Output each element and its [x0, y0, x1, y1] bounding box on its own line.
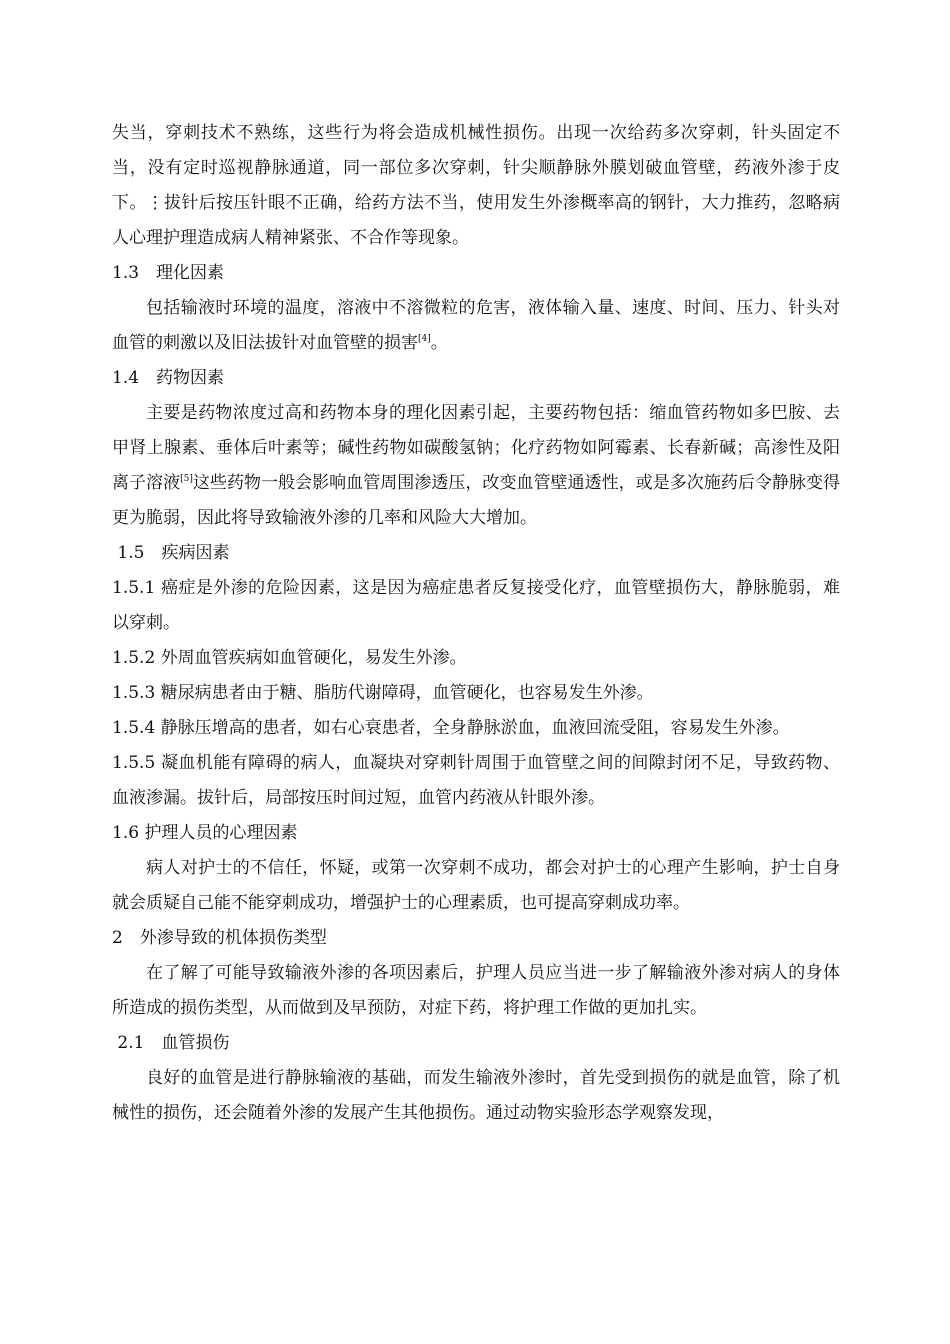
paragraph-text: 包括输液时环境的温度，溶液中不溶微粒的危害，液体输入量、速度、时间、压力、针头对血管的刺激以及旧法拔针对血管壁的损害 [112, 298, 840, 353]
paragraph-vascular-injury: 良好的血管是进行静脉输液的基础，而发生输液外渗时，首先受到损伤的就是血管，除了机械性的损伤，还会随着外渗的发展产生其他损伤。通过动物实验形态学观察发现， [112, 1068, 840, 1123]
subsection-1-5-1: 1.5.1 癌症是外渗的危险因素，这是因为癌症患者反复接受化疗，血管壁损伤大，静脉脆弱，难以穿刺。 [112, 578, 840, 633]
citation-ref: [5] [180, 474, 193, 484]
paragraph-mechanical-injury: 失当，穿刺技术不熟练，这些行为将会造成机械性损伤。出现一次给药多次穿刺，针头固定不当，没有定时巡视静脉通道，同一部位多次穿刺，针尖顺静脉外膜划破血管壁，药液外渗于皮下。⋮拔针后按压针眼不正确，给药方法不当，使用发生外渗概率高的钢针，大力推药，忽略病人心理护理造成病人精神紧张、不合作等现象。 [112, 123, 840, 248]
subsection-1-5-3: 1.5.3 糖尿病患者由于糖、脂肪代谢障碍，血管硬化，也容易发生外渗。 [112, 683, 654, 703]
paragraph-injury-types-intro: 在了解了可能导致输液外渗的各项因素后，护理人员应当进一步了解输液外渗对病人的身体所造成的损伤类型，从而做到及早预防，对症下药，将护理工作做的更加扎实。 [112, 963, 840, 1018]
subsection-1-5-4: 1.5.4 静脉压增高的患者，如右心衰患者，全身静脉淤血，血液回流受阻，容易发生外渗。 [112, 718, 790, 738]
heading-1-3: 1.3 理化因素 [112, 263, 225, 283]
citation-ref: [4] [418, 334, 431, 344]
document-body [112, 116, 840, 1131]
heading-1-6: 1.6 护理人员的心理因素 [112, 823, 298, 843]
paragraph-text: 主要是药物浓度过高和药物本身的理化因素引起，主要药物包括：缩血管药物如多巴胺、去甲肾上腺素、垂体后叶素等；碱性药物如碳酸氢钠；化疗药物如阿霉素、长春新碱；高渗性及阳离子溶液 [112, 403, 840, 493]
heading-1-4: 1.4 药物因素 [112, 368, 225, 388]
subsection-1-5-5: 1.5.5 凝血机能有障碍的病人，血凝块对穿刺针周围于血管壁之间的间隙封闭不足，导致药物、血液渗漏。拔针后，局部按压时间过短，血管内药液从针眼外渗。 [112, 753, 840, 808]
paragraph-drug-factors [112, 396, 840, 536]
paragraph-text: 。 [430, 333, 448, 353]
heading-1-5: 1.5 疾病因素 [112, 543, 230, 563]
heading-2: 2 外渗导致的机体损伤类型 [112, 928, 327, 948]
subsection-1-5-2: 1.5.2 外周血管疾病如血管硬化，易发生外渗。 [112, 648, 467, 668]
paragraph-text: 这些药物一般会影响血管周围渗透压，改变血管壁通透性，或是多次施药后令静脉变得更为脆弱，因此将导致输液外渗的几率和风险大大增加。 [112, 473, 841, 528]
paragraph-nurse-psychology: 病人对护士的不信任，怀疑，或第一次穿刺不成功，都会对护士的心理产生影响，护士自身就会质疑自己能不能穿刺成功，增强护士的心理素质，也可提高穿刺成功率。 [112, 858, 840, 913]
paragraph-physicochemical [112, 291, 840, 361]
heading-2-1: 2.1 血管损伤 [112, 1033, 230, 1053]
